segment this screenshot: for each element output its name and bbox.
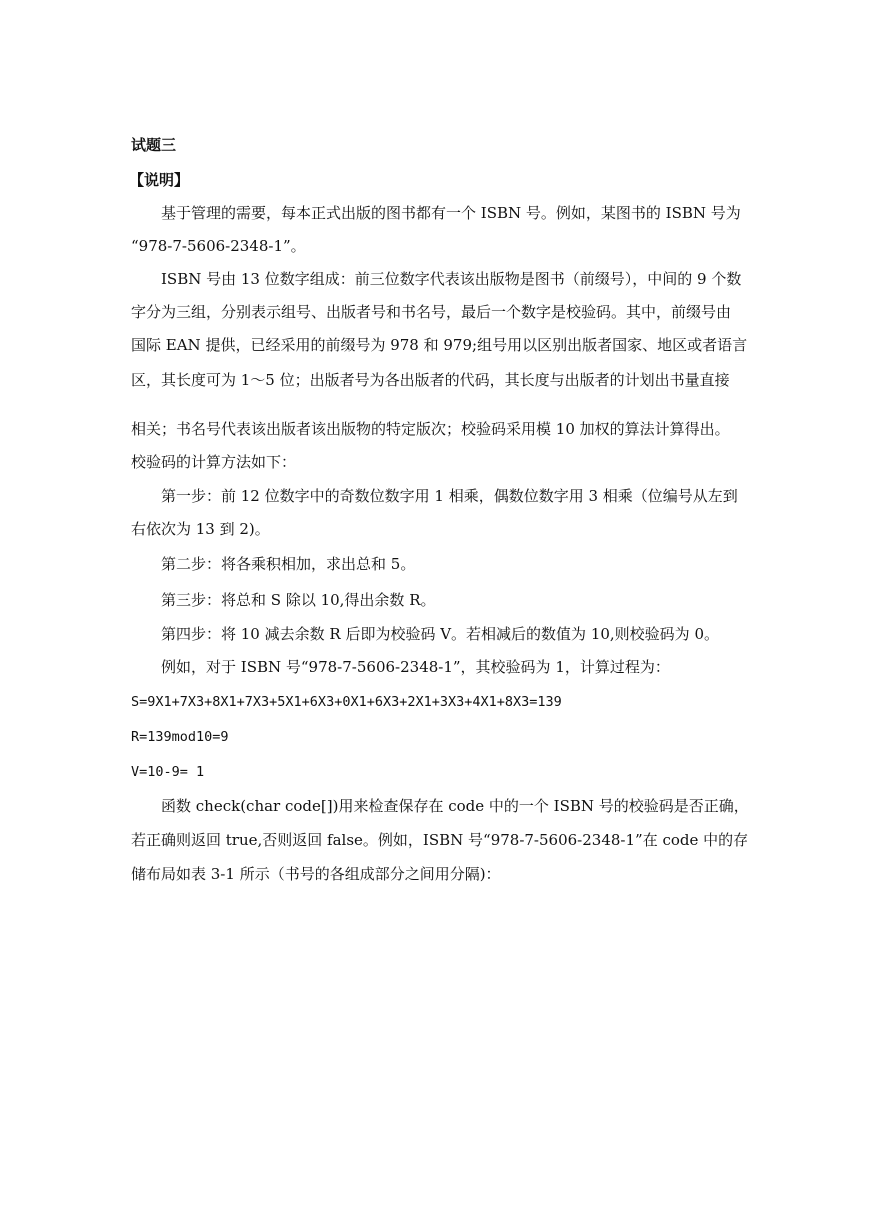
formula-line: V=10-9= 1 <box>131 764 205 780</box>
paragraph-line: 相关；书名号代表该出版者该出版物的特定版次；校验码采用模 10 加权的算法计算得出。 <box>131 420 730 438</box>
step-line: 第二步：将各乘积相加，求出总和 5。 <box>161 555 416 573</box>
paragraph-line: “978-7-5606-2348-1”。 <box>131 237 306 255</box>
paragraph-line: 若正确则返回 true,否则返回 false。例如，ISBN 号“978-7-5606-2348-1”在 code 中的存 <box>131 831 749 849</box>
paragraph-line: 储布局如表 3-1 所示（书号的各组成部分之间用分隔)： <box>131 865 501 883</box>
paragraph-line: 字分为三组，分别表示组号、出版者号和书名号，最后一个数字是校验码。其中，前缀号由 <box>131 303 732 321</box>
paragraph-line: 国际 EAN 提供，已经采用的前缀号为 978 和 979;组号用以区别出版者国家、地区或者语言 <box>131 336 748 354</box>
example-line: 例如，对于 ISBN 号“978-7-5606-2348-1”，其校验码为 1，计算过程为： <box>161 658 670 676</box>
formula-line: R=139mod10=9 <box>131 729 229 745</box>
step-line: 右依次为 13 到 2)。 <box>131 520 270 538</box>
section-heading: 【说明】 <box>129 171 190 189</box>
formula-line: S=9X1+7X3+8X1+7X3+5X1+6X3+0X1+6X3+2X1+3X3+4X1+8X3=139 <box>131 694 562 710</box>
paragraph-line: ISBN 号由 13 位数字组成：前三位数字代表该出版物是图书（前缀号），中间的 9 个数 <box>161 270 742 288</box>
step-line: 第四步：将 10 减去余数 R 后即为校验码 V。若相减后的数值为 10,则校验码为 0。 <box>161 625 719 643</box>
step-line: 第三步：将总和 S 除以 10,得出余数 R。 <box>161 591 436 609</box>
paragraph-line: 基于管理的需要，每本正式出版的图书都有一个 ISBN 号。例如，某图书的 ISBN 号为 <box>161 204 741 222</box>
paragraph-line: 区，其长度可为 1〜5 位；出版者号为各出版者的代码，其长度与出版者的计划出书量直接 <box>131 371 730 389</box>
paragraph-line: 函数 check(char code[])用来检查保存在 code 中的一个 ISBN 号的校验码是否正确， <box>161 797 749 815</box>
paragraph-line: 校验码的计算方法如下： <box>131 453 297 471</box>
page-title: 试题三 <box>131 136 177 154</box>
step-line: 第一步：前 12 位数字中的奇数位数字用 1 相乘，偶数位数字用 3 相乘（位编号从左到 <box>161 487 738 505</box>
document-page <box>129 0 749 1228</box>
